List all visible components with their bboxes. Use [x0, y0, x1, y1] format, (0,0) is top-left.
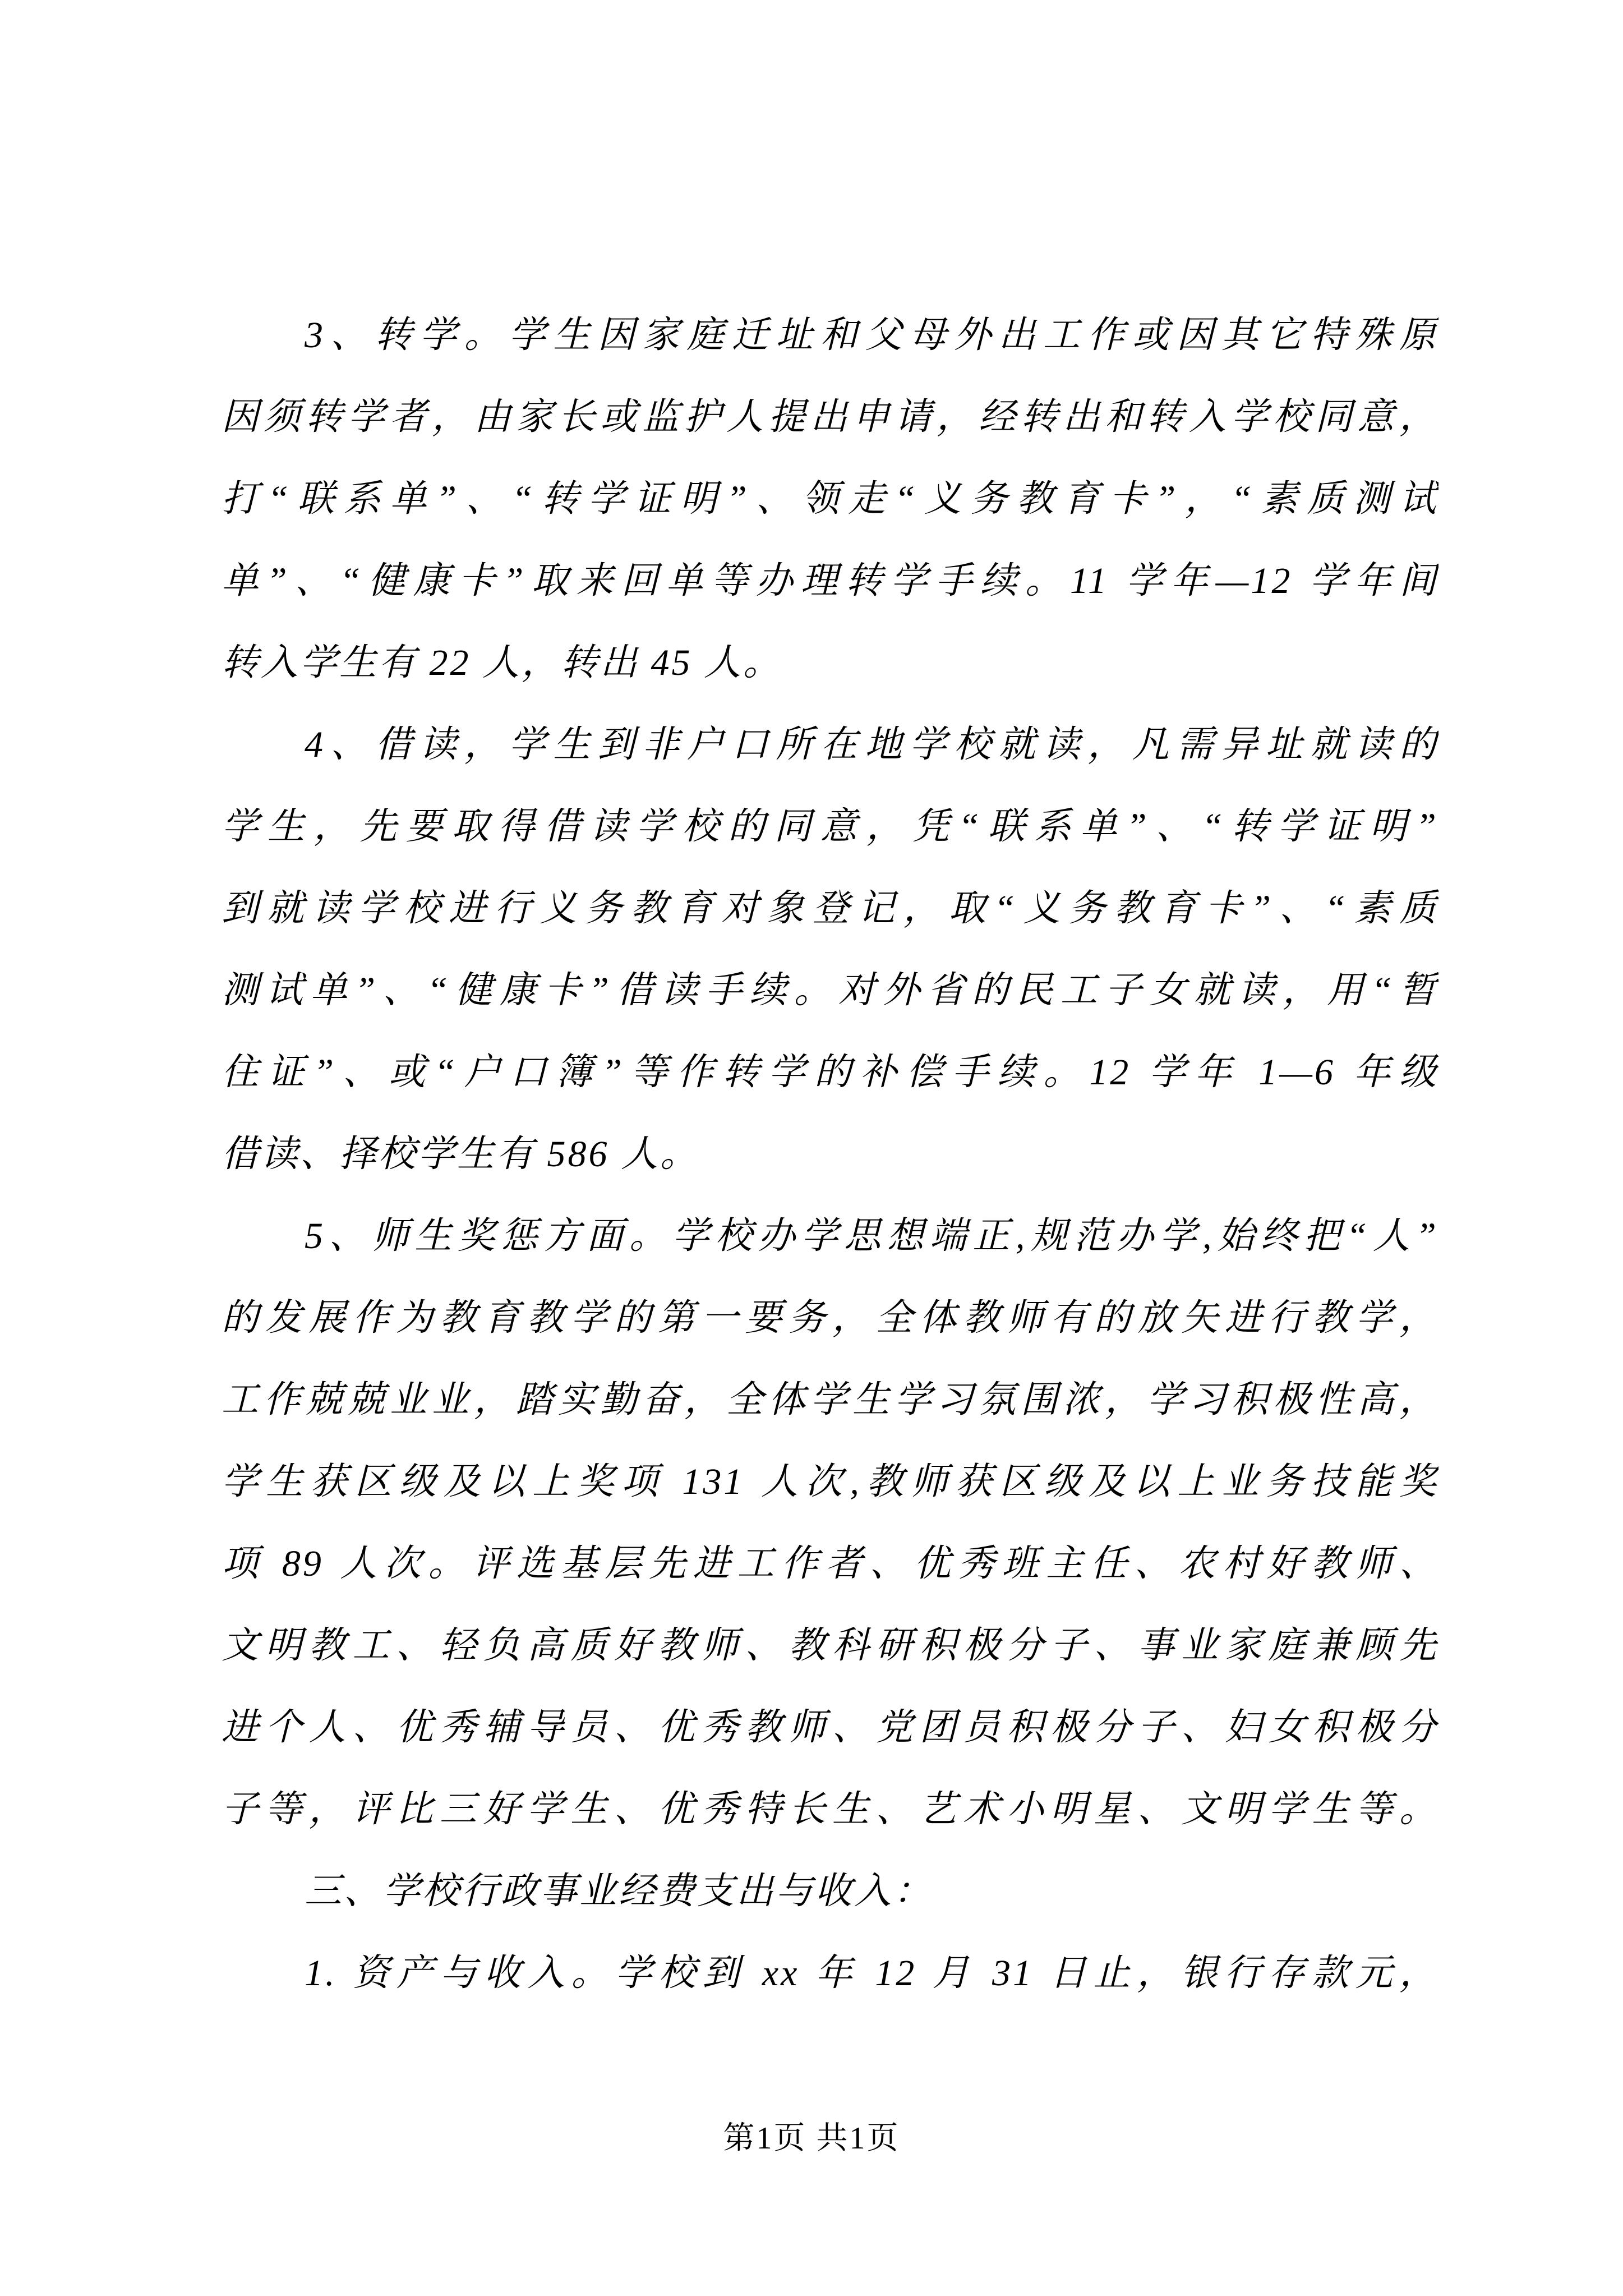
text-line: 学生获区级及以上奖项 131 人次,教师获区级及以上业务技能奖 — [222, 1461, 1438, 1502]
text-line: 4、借读，学生到非户口所在地学校就读，凡需异址就读的 — [305, 724, 1438, 765]
document-body — [222, 295, 1438, 2014]
text-line: 1. 资产与收入。学校到 xx 年 12 月 31 日止，银行存款元， — [305, 1953, 1438, 1994]
text-line: 子等，评比三好学生、优秀特长生、艺术小明星、文明学生等。 — [222, 1789, 1438, 1830]
paragraph-5-rewards-discipline — [222, 1195, 1438, 1851]
text-line: 打“联系单”、“转学证明”、领走“义务教育卡”，“素质测试 — [222, 478, 1438, 519]
paragraph-assets-income — [222, 1932, 1438, 2014]
paragraph-4-borrowed-study — [222, 704, 1438, 1195]
text-line: 文明教工、轻负高质好教师、教科研积极分子、事业家庭兼顾先 — [222, 1625, 1438, 1666]
text-line: 住证”、或“户口簿”等作转学的补偿手续。12 学年 1—6 年级 — [222, 1052, 1438, 1093]
page-number-text: 第1页 共1页 — [723, 2121, 900, 2156]
text-line: 单”、“健康卡”取来回单等办理转学手续。11 学年—12 学年间 — [222, 560, 1438, 601]
page-footer — [0, 2116, 1623, 2161]
heading-section-three-funds — [222, 1851, 1438, 1932]
text-line: 的发展作为教育教学的第一要务，全体教师有的放矢进行教学， — [222, 1297, 1438, 1338]
text-line: 项 89 人次。评选基层先进工作者、优秀班主任、农村好教师、 — [222, 1543, 1438, 1584]
text-line: 三、学校行政事业经费支出与收入： — [305, 1871, 933, 1912]
text-line: 转入学生有 22 人，转出 45 人。 — [222, 642, 782, 683]
text-line: 工作兢兢业业，踏实勤奋，全体学生学习氛围浓，学习积极性高， — [222, 1379, 1438, 1420]
text-line: 因须转学者，由家长或监护人提出申请，经转出和转入学校同意， — [222, 397, 1438, 438]
text-line: 借读、择校学生有 586 人。 — [222, 1134, 699, 1175]
text-line: 测试单”、“健康卡”借读手续。对外省的民工子女就读，用“暂 — [222, 970, 1438, 1011]
paragraph-3-transfer — [222, 295, 1438, 704]
text-line: 到就读学校进行义务教育对象登记，取“义务教育卡”、“素质 — [222, 888, 1438, 929]
text-line: 进个人、优秀辅导员、优秀教师、党团员积极分子、妇女积极分 — [222, 1707, 1438, 1748]
text-line: 5、师生奖惩方面。学校办学思想端正,规范办学,始终把“人” — [305, 1216, 1438, 1257]
text-line: 3、转学。学生因家庭迁址和父母外出工作或因其它特殊原 — [305, 315, 1438, 356]
text-line: 学生，先要取得借读学校的同意，凭“联系单”、“转学证明” — [222, 806, 1438, 847]
